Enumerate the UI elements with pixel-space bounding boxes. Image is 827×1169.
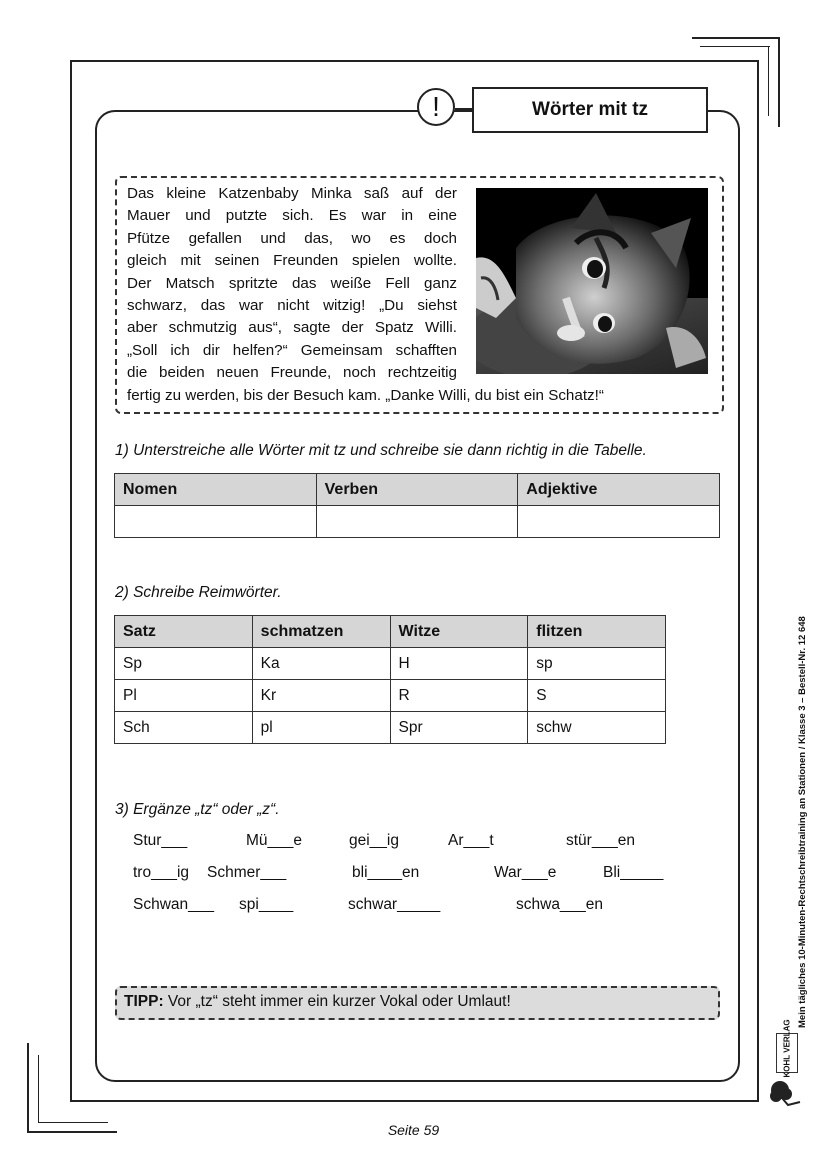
corner-decoration-top-right	[778, 37, 780, 127]
connector-line	[455, 108, 473, 110]
fill-in-word[interactable]: Ar___t	[448, 832, 494, 849]
story-line: Pfütze gefallen und das, wo es doch	[127, 229, 457, 247]
column-header: flitzen	[528, 616, 666, 648]
table-row	[115, 506, 720, 538]
rhyme-cell[interactable]: Spr	[390, 712, 528, 744]
corner-decoration-top-right	[768, 46, 769, 116]
table-row	[115, 648, 666, 680]
column-header-adjektive: Adjektive	[518, 474, 720, 506]
story-line: die beiden neuen Freunde, noch rechtzeitig	[127, 364, 457, 382]
column-header: Witze	[390, 616, 528, 648]
series-info: Mein tägliches 10-Minuten-Rechtschreibtraining an Stationen / Klasse 3 – Bestell-Nr. 12 648	[797, 616, 808, 1028]
kitten-photo	[476, 188, 708, 374]
fill-in-word[interactable]: tro___ig	[133, 864, 190, 881]
fill-in-word[interactable]: Schwan___	[133, 896, 215, 913]
rhyme-cell[interactable]: Sch	[115, 712, 253, 744]
fill-in-word[interactable]: spi____	[239, 896, 294, 913]
corner-decoration-top-right	[700, 46, 770, 47]
fill-in-word[interactable]: bli____en	[352, 864, 420, 881]
fill-in-word[interactable]: Bli_____	[603, 864, 664, 881]
rhyme-cell[interactable]: Sp	[115, 648, 253, 680]
task1-table	[114, 473, 720, 538]
fill-in-word[interactable]: Schmer___	[207, 864, 287, 881]
publisher-name: KOHL VERLAG	[782, 1019, 792, 1078]
kitten-illustration	[476, 188, 708, 374]
table-row	[115, 680, 666, 712]
rhyme-cell[interactable]: schw	[528, 712, 666, 744]
task2-table	[114, 615, 666, 744]
fill-in-word[interactable]: gei__ig	[349, 832, 399, 849]
table-header-row	[115, 616, 666, 648]
story-line-last: fertig zu werden, bis der Besuch kam. „Danke Willi, du bist ein Schatz!“	[127, 387, 604, 404]
column-header: Satz	[115, 616, 253, 648]
fill-in-word[interactable]: Mü___e	[246, 832, 303, 849]
rhyme-cell[interactable]: sp	[528, 648, 666, 680]
task3-instruction: 3) Ergänze „tz“ oder „z“.	[115, 801, 280, 818]
fill-in-word[interactable]: schwar_____	[348, 896, 441, 913]
fill-in-word[interactable]: War___e	[494, 864, 557, 881]
story-line: Der Matsch spritzte das weiße Fell ganz	[127, 274, 457, 292]
fill-in-word[interactable]: stür___en	[566, 832, 635, 849]
column-header: schmatzen	[252, 616, 390, 648]
fill-in-word[interactable]: schwa___en	[516, 896, 604, 913]
task2-instruction: 2) Schreibe Reimwörter.	[115, 584, 282, 601]
fill-in-word[interactable]: Stur___	[133, 832, 188, 849]
column-header-nomen: Nomen	[115, 474, 317, 506]
tree-logo-icon	[768, 1078, 804, 1108]
corner-decoration-bottom-left	[27, 1043, 29, 1133]
rhyme-cell[interactable]: pl	[252, 712, 390, 744]
story-text	[127, 183, 457, 385]
story-line: „Soll ich dir helfen?“ Gemeinsam schafften	[127, 341, 457, 359]
rhyme-cell[interactable]: S	[528, 680, 666, 712]
corner-decoration-bottom-left	[38, 1055, 39, 1123]
story-line: gleich mit seinen Freunden spielen wollte.	[127, 252, 457, 270]
rhyme-cell[interactable]: R	[390, 680, 528, 712]
story-line: Mauer und putzte sich. Es war in eine	[127, 207, 457, 225]
task1-instruction: 1) Unterstreiche alle Wörter mit tz und schreibe sie dann richtig in die Tabelle.	[115, 442, 647, 459]
story-line: Das kleine Katzenbaby Minka saß auf der	[127, 185, 457, 202]
story-line: schwarz, das war nicht witzig! „Du siehst	[127, 297, 457, 315]
tip-label: TIPP:	[124, 993, 164, 1010]
answer-cell-adjektive[interactable]	[518, 506, 720, 538]
answer-cell-verben[interactable]	[316, 506, 518, 538]
rhyme-cell[interactable]: Kr	[252, 680, 390, 712]
story-line: aber schmutzig aus“, sagte der Spatz Willi.	[127, 319, 457, 337]
table-row	[115, 712, 666, 744]
page-number: Seite 59	[387, 1122, 440, 1138]
rhyme-cell[interactable]: Ka	[252, 648, 390, 680]
exclamation-icon: !	[417, 88, 455, 126]
corner-decoration-top-right	[692, 37, 780, 39]
rhyme-cell[interactable]: Pl	[115, 680, 253, 712]
answer-cell-nomen[interactable]	[115, 506, 317, 538]
page-title: Wörter mit tz	[472, 87, 708, 133]
table-header-row	[115, 474, 720, 506]
column-header-verben: Verben	[316, 474, 518, 506]
tip-body: Vor „tz“ steht immer ein kurzer Vokal oder Umlaut!	[163, 993, 511, 1010]
tip-text	[124, 993, 511, 1011]
rhyme-cell[interactable]: H	[390, 648, 528, 680]
